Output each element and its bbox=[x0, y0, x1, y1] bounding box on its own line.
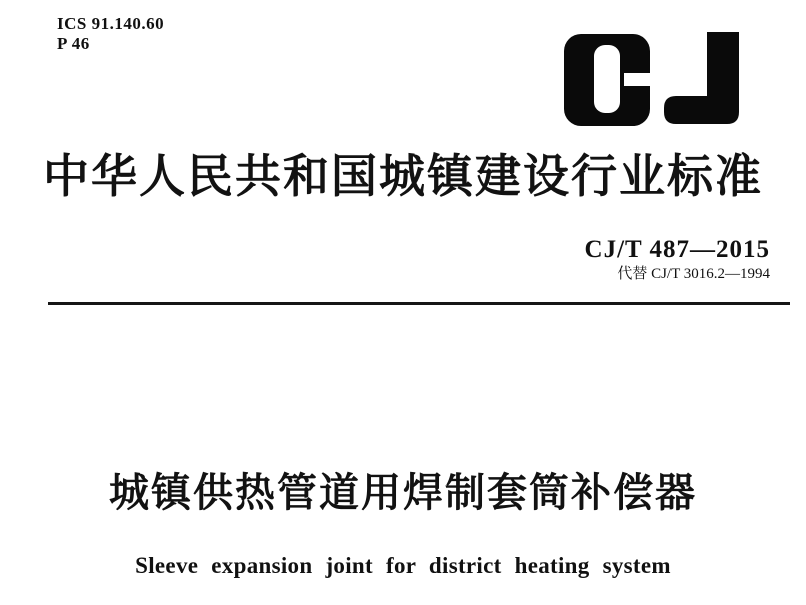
classification-code: P 46 bbox=[57, 34, 90, 53]
cj-logo-icon bbox=[564, 32, 745, 126]
standard-number: CJ/T 487—2015 bbox=[584, 236, 770, 263]
standard-number-block bbox=[585, 236, 770, 283]
cj-logo-j-shape bbox=[664, 32, 739, 124]
org-title: 中华人民共和国城镇建设行业标准 bbox=[43, 150, 763, 202]
ics-code: ICS 91.140.60 bbox=[57, 14, 165, 33]
header-divider bbox=[48, 302, 790, 305]
document-title-zh: 城镇供热管道用焊制套筒补偿器 bbox=[109, 471, 697, 515]
replaces-note: 代替 CJ/T 3016.2—1994 bbox=[617, 266, 770, 282]
ics-classification-block bbox=[57, 14, 164, 54]
document-title-en: Sleeve expansion joint for district heating system bbox=[135, 553, 671, 578]
